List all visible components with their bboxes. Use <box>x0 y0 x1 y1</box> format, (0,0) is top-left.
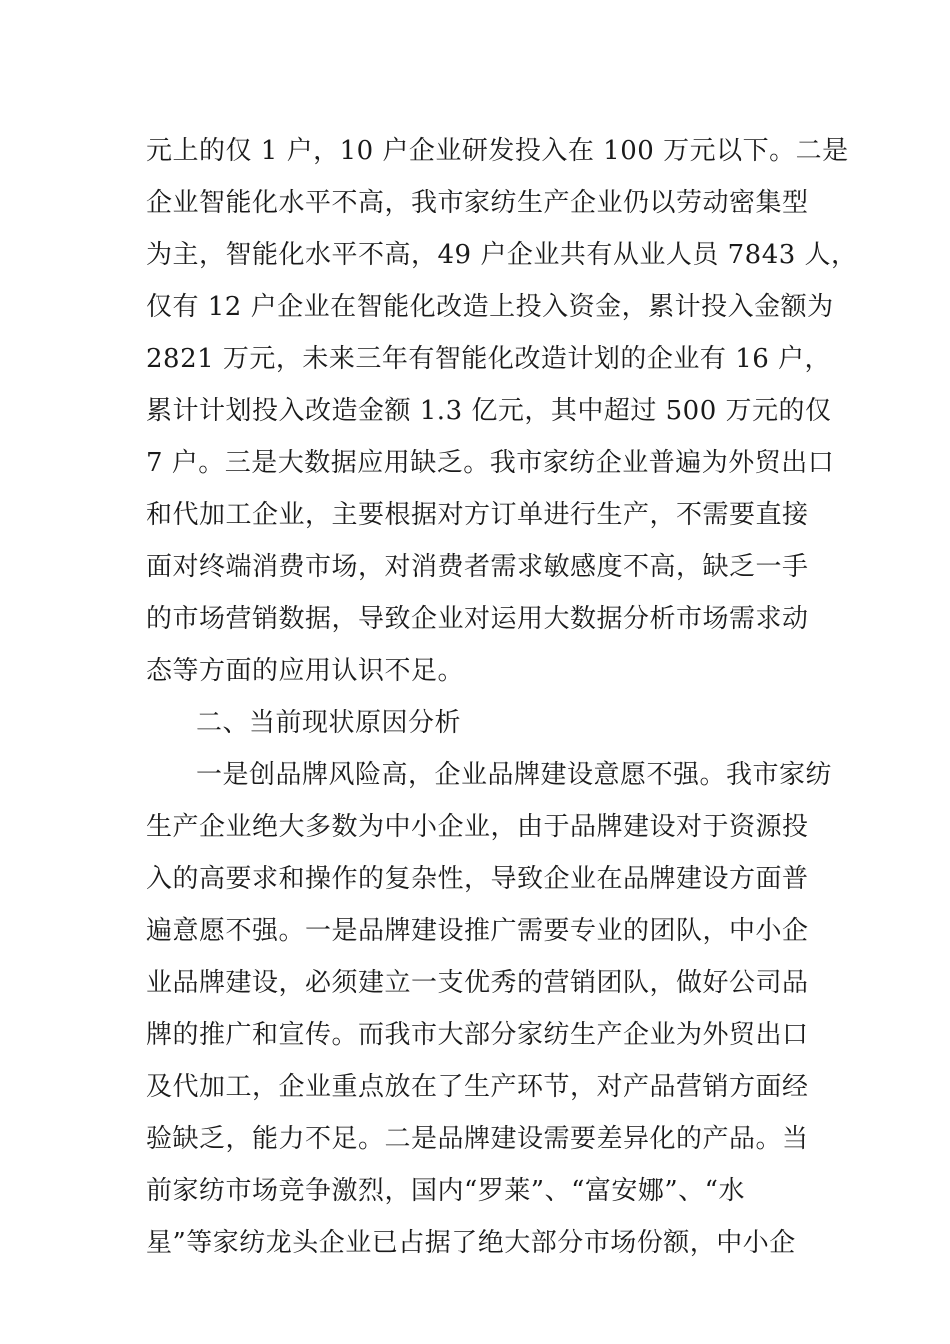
body-text-line: 仅有 12 户企业在智能化改造上投入资金，累计投入金额为 <box>146 292 834 322</box>
body-text-line: 遍意愿不强。一是品牌建设推广需要专业的团队，中小企 <box>146 916 809 946</box>
body-text-line: 累计计划投入改造金额 1.3 亿元，其中超过 500 万元的仅 <box>146 396 832 426</box>
body-text-line: 牌的推广和宣传。而我市大部分家纺生产企业为外贸出口 <box>146 1020 809 1050</box>
body-text-line: 前家纺市场竞争激烈，国内“罗莱”、“富安娜”、“水 <box>146 1176 745 1206</box>
body-text-line: 为主，智能化水平不高，49 户企业共有从业人员 7843 人， <box>146 240 858 270</box>
body-text-line: 业品牌建设，必须建立一支优秀的营销团队，做好公司品 <box>146 968 809 998</box>
body-text-line: 7 户。三是大数据应用缺乏。我市家纺企业普遍为外贸出口 <box>146 448 835 478</box>
body-text-line: 2821 万元，未来三年有智能化改造计划的企业有 16 户， <box>146 344 832 374</box>
body-text-line: 元上的仅 1 户，10 户企业研发投入在 100 万元以下。二是 <box>146 136 849 166</box>
body-text-line: 的市场营销数据，导致企业对运用大数据分析市场需求动 <box>146 604 809 634</box>
body-text-line: 态等方面的应用认识不足。 <box>146 656 465 686</box>
body-text-line: 及代加工，企业重点放在了生产环节，对产品营销方面经 <box>146 1072 809 1102</box>
body-text-line: 验缺乏，能力不足。二是品牌建设需要差异化的产品。当 <box>146 1124 809 1154</box>
section-heading: 二、当前现状原因分析 <box>196 708 462 738</box>
body-text-line: 星”等家纺龙头企业已占据了绝大部分市场份额，中小企 <box>146 1228 796 1258</box>
body-text-line: 和代加工企业，主要根据对方订单进行生产，不需要直接 <box>146 500 809 530</box>
body-text-line: 企业智能化水平不高，我市家纺生产企业仍以劳动密集型 <box>146 188 809 218</box>
paragraph-first-line: 一是创品牌风险高，企业品牌建设意愿不强。我市家纺 <box>196 760 833 790</box>
body-text-line: 面对终端消费市场，对消费者需求敏感度不高，缺乏一手 <box>146 552 809 582</box>
body-text-line: 入的高要求和操作的复杂性，导致企业在品牌建设方面普 <box>146 864 809 894</box>
body-text-line: 生产企业绝大多数为中小企业，由于品牌建设对于资源投 <box>146 812 809 842</box>
